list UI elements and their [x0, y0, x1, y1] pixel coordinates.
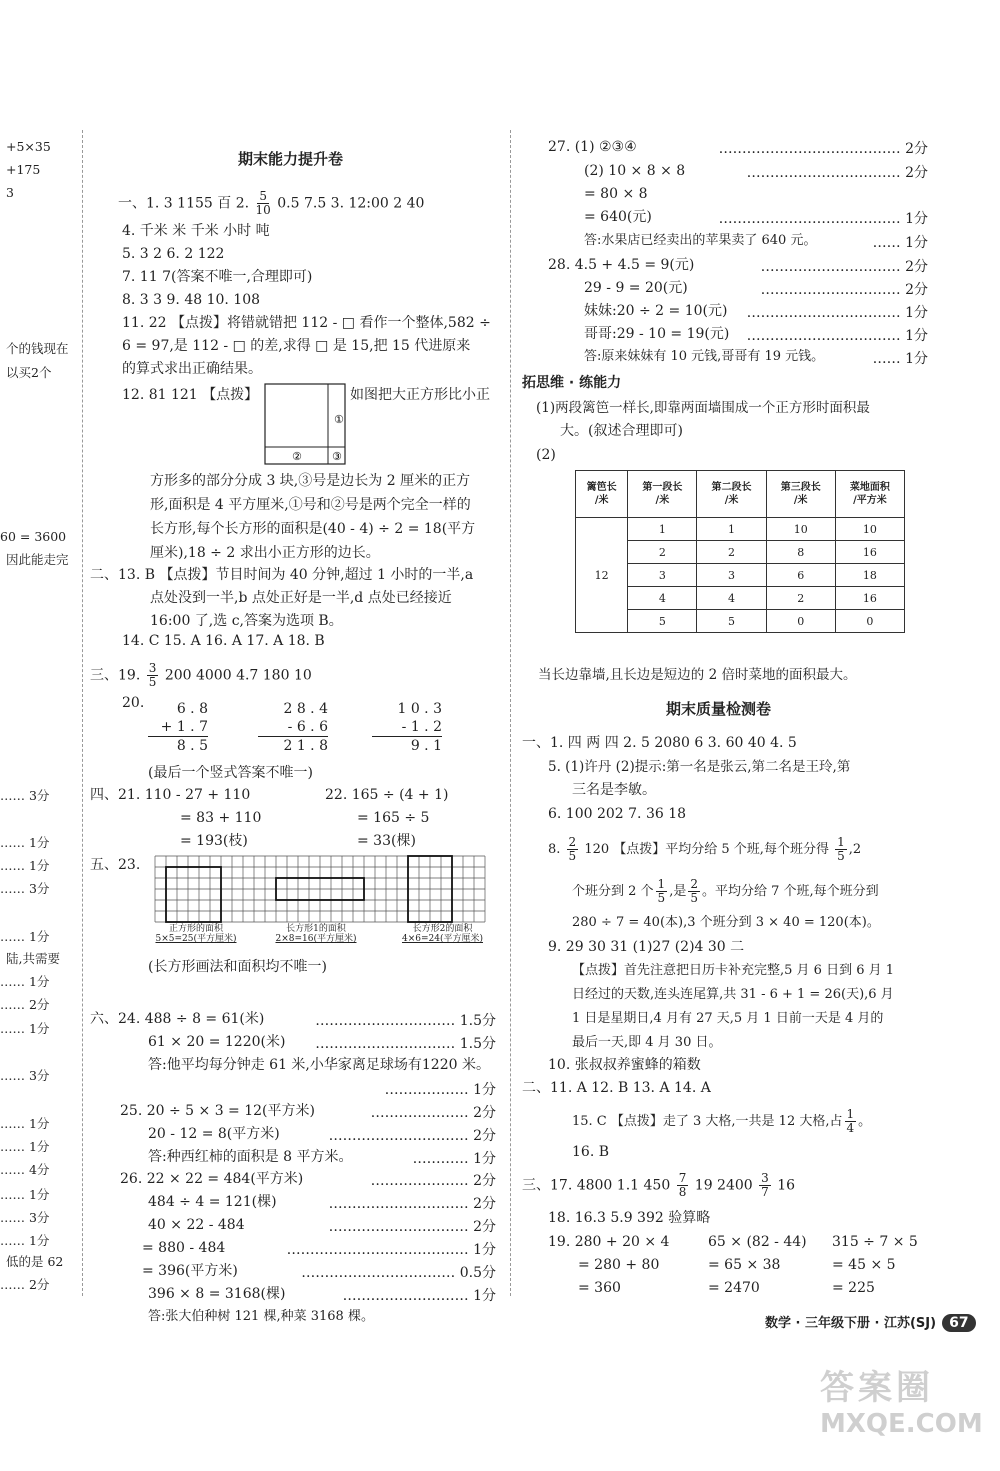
score: …………………………… 0.5分: [301, 1265, 496, 1281]
table-cell: 16: [835, 587, 904, 610]
p2-q15-line: 15. C 【点拨】走了 3 大格,一共是 12 大格,占 $\frac{1}{4}$ 。: [572, 1107, 872, 1135]
q23-note: (长方形画法和面积均不唯一): [148, 959, 327, 975]
p2-q9-hint-a: 【点拨】首先注意把日历卡补充完整,5 月 6 日到 6 月 1: [572, 963, 895, 978]
q23-label: 五、23.: [90, 857, 141, 873]
watermark-logo: 答案圈 MXQE.COM: [820, 1368, 983, 1439]
left-fragment-line: …… 1分: [0, 1187, 50, 1202]
p2-q8-line-a: 8. $\frac{2}{5}$ 120 【点拨】平均分给 5 个班,每个班分得 $\frac{1}{5}$ ,2: [548, 835, 862, 863]
q25-line-c: 答:种西红柿的面积是 8 平方米。: [148, 1149, 353, 1165]
score: …………………………… 1分: [746, 328, 928, 344]
left-fragment-line: +5×35: [6, 139, 51, 154]
q13-line-a: 二、13. B 【点拨】节目时间为 40 分钟,超过 1 小时的一半,a: [90, 567, 474, 583]
table-cell: 16: [835, 541, 904, 564]
fraction: $\frac{1}{4}$: [846, 1107, 855, 1135]
vertical-calc-3: 1 0 . 3 - 1 . 2 9 . 1: [372, 700, 442, 755]
page-number: 67: [942, 1314, 975, 1332]
left-fragment-line: 个的钱现在: [6, 341, 69, 356]
p2-q6-line: 6. 100 202 7. 36 18: [548, 806, 687, 822]
q5-line: 5. 3 2 6. 2 122: [122, 246, 225, 262]
q7-line: 7. 11 7(答案不唯一,合理即可): [122, 269, 313, 285]
q8-line: 8. 3 3 9. 48 10. 108: [122, 292, 261, 308]
p2-q19-col2-a: 65 × (82 - 44): [708, 1234, 807, 1250]
left-fragment-line: …… 1分: [0, 929, 50, 944]
table-cell: 1: [697, 518, 766, 541]
p2-q9-hint-b: 日经过的天数,连头连尾算,共 31 - 6 + 1 = 26(天),6 月: [572, 987, 894, 1002]
score: ………………………………… 1分: [718, 211, 928, 227]
fraction: $\frac{1}{5}$: [657, 877, 666, 905]
q22-line-c: = 33(棵): [357, 833, 416, 849]
q12-line-f: 厘米),18 ÷ 2 求出小正方形的边长。: [150, 545, 380, 561]
left-fragment-line: …… 1分: [0, 835, 50, 850]
q20-note: (最后一个竖式答案不唯一): [148, 765, 313, 781]
page-footer: [765, 1312, 976, 1332]
table-cell: 4: [697, 587, 766, 610]
table-cell: 5: [697, 610, 766, 633]
q27-line-c: = 80 × 8: [584, 186, 648, 202]
square-shape: [166, 867, 221, 922]
table-header-cell: 第一段长 /米: [628, 471, 697, 518]
score: …… 1分: [872, 351, 928, 367]
p2-q19-col1-b: = 280 + 80: [578, 1257, 660, 1273]
table-cell: 1: [628, 518, 697, 541]
left-fragment-line: …… 1分: [0, 1139, 50, 1154]
fraction: $\frac{1}{5}$: [837, 835, 845, 863]
fraction: $\frac{3}{7}$: [761, 1171, 769, 1199]
right-solutions: [548, 138, 928, 370]
score: ……………… 1分: [384, 1082, 496, 1098]
table-cell: 2: [628, 541, 697, 564]
left-fragment-line: 以买2个: [6, 365, 52, 380]
score: ………………………… 2分: [328, 1196, 496, 1212]
q28-line-c: 妹妹:20 ÷ 2 = 10(元): [584, 303, 728, 319]
table-cell: 2: [766, 587, 835, 610]
vertical-calc-2: 2 8 . 4 - 6 . 6 2 1 . 8: [258, 700, 328, 755]
score: ………………………………… 2分: [718, 141, 928, 157]
q26-line-b: 484 ÷ 4 = 121(棵): [148, 1194, 277, 1210]
q21-line-c: = 193(枝): [180, 833, 248, 849]
q26-line-a: 26. 22 × 22 = 484(平方米): [120, 1171, 304, 1187]
area-grid-figure: [154, 855, 494, 923]
table-cell: 5: [628, 610, 697, 633]
p2-q19-col2-b: = 65 × 38: [708, 1257, 781, 1273]
vertical-calc-1: 6 . 8 + 1 . 7 8 . 5: [148, 700, 208, 755]
q28-line-e: 答:原来妹妹有 10 元钱,哥哥有 19 元钱。: [584, 349, 825, 364]
fence-area-table: [575, 470, 905, 633]
q28-line-d: 哥哥:29 - 10 = 19(元): [584, 326, 730, 342]
extension-2-label: (2): [536, 447, 556, 463]
q24-line-b: 61 × 20 = 1220(米): [148, 1034, 286, 1050]
square-partition-figure: [264, 383, 346, 465]
p2-q17-line: 三、17. 4800 1.1 450 $\frac{7}{8}$ 19 2400 $\frac{3}{7}$ 16: [522, 1171, 796, 1199]
region-2-label: ②: [292, 450, 302, 463]
left-fragment-line: …… 3分: [0, 1210, 50, 1225]
p2-q10-line: 10. 张叔叔养蜜蜂的箱数: [548, 1057, 701, 1073]
q26-line-e: = 396(平方米): [142, 1263, 238, 1279]
p2-q9-hint-d: 最后一天,即 4 月 30 日。: [572, 1035, 722, 1050]
q12-line-e: 长方形,每个长方形的面积是(40 - 4) ÷ 2 = 18(平方: [150, 521, 476, 537]
q27-line-d: = 640(元): [584, 209, 652, 225]
q27-line-e: 答:水果店已经卖出的苹果卖了 640 元。: [584, 233, 817, 248]
fraction: $\frac{5}{10}$: [255, 189, 271, 217]
table-cell: 18: [835, 564, 904, 587]
table-cell: 6: [766, 564, 835, 587]
left-fragment-line: 因此能走完: [6, 552, 69, 567]
p2-q16-line: 16. B: [572, 1144, 610, 1160]
left-fragment-line: 3: [6, 185, 14, 200]
left-fragment-line: …… 1分: [0, 858, 50, 873]
caption-rect-1: 长方形1的面积 2×8=16(平方厘米): [275, 924, 357, 944]
table-body: [576, 518, 905, 633]
score: …………………………… 1分: [746, 305, 928, 321]
q1-line: 一、1. 3 1155 百 2. $\frac{5}{10}$ 0.5 7.5 3. 12:00 2 40: [118, 189, 425, 217]
table-cell: 12: [576, 518, 628, 633]
p2-q1-line: 一、1. 四 两 四 2. 5 2080 6 3. 60 40 4. 5: [522, 735, 797, 751]
q13-line-b: 点处没到一半,b 点处正好是一半,d 点处已经接近: [150, 590, 452, 606]
caption-square: 正方形的面积 5×5=25(平方厘米): [155, 924, 237, 944]
q14-line: 14. C 15. A 16. A 17. A 18. B: [122, 633, 325, 649]
caption-rect-2: 长方形2的面积 4×6=24(平方厘米): [401, 924, 483, 944]
left-fragment-line: +175: [6, 162, 41, 177]
score: ………………… 2分: [370, 1173, 496, 1189]
q20-label: 20.: [122, 695, 145, 711]
score: …… 1分: [872, 235, 928, 251]
left-fragment-line: …… 4分: [0, 1162, 50, 1177]
table-header-row: [576, 471, 905, 518]
section-title-ability: 期末能力提升卷: [238, 150, 344, 168]
score: ………… 1分: [412, 1151, 496, 1167]
q24-line-a: 六、24. 488 ÷ 8 = 61(米): [90, 1011, 265, 1027]
q21-line-b: = 83 + 110: [180, 810, 262, 826]
left-fragment-line: …… 1分: [0, 1021, 50, 1036]
p2-q19-col1-c: = 360: [578, 1280, 621, 1296]
q12-line-d: 形,面积是 4 平方厘米,①号和②号是两个完全一样的: [150, 497, 471, 513]
left-fragment-line: 60 = 3600: [0, 529, 67, 544]
q21-line-a: 四、21. 110 - 27 + 110: [90, 787, 251, 803]
left-fragment-line: …… 2分: [0, 1277, 50, 1292]
table-cell: 2: [697, 541, 766, 564]
region-1-label: ①: [334, 413, 344, 426]
score: ………………………… 1.5分: [315, 1036, 496, 1052]
score: ………………………… 2分: [328, 1128, 496, 1144]
table-cell: 3: [628, 564, 697, 587]
q26-line-g: 答:张大伯种树 121 棵,种菜 3168 棵。: [148, 1309, 374, 1324]
p2-q9-hint-c: 1 日是星期日,4 月有 27 天,5 月 1 日前一天是 4 月的: [572, 1011, 884, 1026]
left-fragment-line: …… 1分: [0, 1233, 50, 1248]
q26-line-f: 396 × 8 = 3168(棵): [148, 1286, 286, 1302]
score: ………………………………… 1分: [286, 1242, 496, 1258]
score: ………………………… 1.5分: [315, 1013, 496, 1029]
q25-line-a: 25. 20 ÷ 5 × 3 = 12(平方米): [120, 1103, 315, 1119]
middle-column-rule: [510, 130, 511, 1296]
score: ………………………… 2分: [760, 282, 928, 298]
left-fragment-line: …… 3分: [0, 881, 50, 896]
p2-q19-col2-c: = 2470: [708, 1280, 760, 1296]
table-cell: 3: [697, 564, 766, 587]
p2-q18-line: 18. 16.3 5.9 392 验算略: [548, 1210, 711, 1226]
q11-line-c: 的算式求出正确结果。: [122, 361, 262, 377]
p2-q5-line-b: 三名是李敏。: [572, 782, 656, 798]
left-fragment-line: …… 3分: [0, 788, 50, 803]
q26-line-d: = 880 - 484: [142, 1240, 226, 1256]
p2-q9-line: 9. 29 30 31 (1)27 (2)4 30 二: [548, 939, 745, 955]
extension-1-line-b: 大。(叙述合理即可): [560, 423, 683, 439]
footer-label: 数学 · 三年级下册 · 江苏(SJ): [765, 1316, 937, 1331]
left-fragment-line: …… 1分: [0, 974, 50, 989]
table-header-cell: 第二段长 /米: [697, 471, 766, 518]
table-cell: 10: [835, 518, 904, 541]
extension-title: 拓思维 · 练能力: [522, 375, 622, 391]
fraction: $\frac{2}{5}$: [690, 877, 698, 905]
q11-line-b: 6 = 97,是 112 - □ 的差,求得 □ 是 15,把 15 代进原来: [122, 338, 471, 354]
section-title-quality: 期末质量检测卷: [666, 700, 772, 718]
table-cell: 0: [766, 610, 835, 633]
left-column-rule: [82, 130, 83, 1296]
table-cell: 8: [766, 541, 835, 564]
score: ……………………… 1分: [342, 1288, 496, 1304]
q22-line-b: = 165 ÷ 5: [357, 810, 430, 826]
q12-line-b: 如图把大正方形比小正: [350, 387, 490, 403]
p2-q19-col3-c: = 225: [832, 1280, 875, 1296]
left-fragment-line: 陆,共需要: [6, 951, 60, 966]
q27-line-a: 27. (1) ②③④: [548, 139, 637, 155]
fraction: $\frac{3}{5}$: [148, 661, 157, 689]
extension-conclusion: 当长边靠墙,且长边是短边的 2 倍时菜地的面积最大。: [538, 667, 857, 683]
p2-q8-line-b: 个班分到 2 个 $\frac{1}{5}$ ,是 $\frac{2}{5}$ 。平均分给 7 个班,每个班分到: [572, 877, 879, 905]
q24-line-c: 答:他平均每分钟走 61 米,小华家离足球场有1220 米。: [148, 1057, 490, 1073]
table-header-cell: 篱笆长 /米: [576, 471, 628, 518]
score: …………………………… 2分: [746, 165, 928, 181]
table-cell: 4: [628, 587, 697, 610]
score: ………………………… 2分: [760, 259, 928, 275]
q28-line-a: 28. 4.5 + 4.5 = 9(元): [548, 257, 695, 273]
table-cell: 0: [835, 610, 904, 633]
q22-line-a: 22. 165 ÷ (4 + 1): [325, 787, 449, 803]
q28-line-b: 29 - 9 = 20(元): [584, 280, 688, 296]
p2-q11-line: 二、11. A 12. B 13. A 14. A: [522, 1080, 711, 1096]
score: ………………… 2分: [370, 1105, 496, 1121]
q11-line-a: 11. 22 【点拨】将错就错把 112 - □ 看作一个整体,582 ÷: [122, 315, 491, 331]
fraction: $\frac{2}{5}$: [568, 835, 577, 863]
q19-line: 三、19. $\frac{3}{5}$ 200 4000 4.7 180 10: [90, 661, 312, 689]
q13-line-c: 16:00 了,选 c,答案为选项 B。: [150, 613, 343, 629]
score: ………………………… 2分: [328, 1219, 496, 1235]
left-fragment-line: 低的是 62: [6, 1254, 64, 1269]
table-cell: 10: [766, 518, 835, 541]
p2-q5-line-a: 5. (1)许丹 (2)提示:第一名是张云,第二名是王玲,第: [548, 759, 851, 775]
left-fragment-line: …… 2分: [0, 997, 50, 1012]
table-header-cell: 菜地面积 /平方米: [835, 471, 904, 518]
solutions-block: [90, 1010, 496, 1290]
left-fragment-line: …… 3分: [0, 1068, 50, 1083]
table-header-cell: 第三段长 /米: [766, 471, 835, 518]
q25-line-b: 20 - 12 = 8(平方米): [148, 1126, 280, 1142]
table-row: [576, 518, 905, 541]
q12-line-a: 12. 81 121 【点拨】: [122, 387, 259, 403]
q26-line-c: 40 × 22 - 484: [148, 1217, 245, 1233]
p2-q19-col3-b: = 45 × 5: [832, 1257, 896, 1273]
p2-q19-col1-a: 19. 280 + 20 × 4: [548, 1234, 670, 1250]
region-3-label: ③: [332, 450, 342, 463]
extension-1-line-a: (1)两段篱笆一样长,即靠两面墙围成一个正方形时面积最: [536, 400, 870, 416]
left-fragment-line: …… 1分: [0, 1116, 50, 1131]
p2-q8-line-c: 280 ÷ 7 = 40(本),3 个班分到 3 × 40 = 120(本)。: [572, 915, 880, 930]
q4-line: 4. 千米 米 千米 小时 吨: [122, 223, 270, 239]
q12-line-c: 方形多的部分分成 3 块,③号是边长为 2 厘米的正方: [150, 473, 471, 489]
p2-q19-col3-a: 315 ÷ 7 × 5: [832, 1234, 918, 1250]
q27-line-b: (2) 10 × 8 × 8: [584, 163, 686, 179]
fraction: $\frac{7}{8}$: [678, 1171, 687, 1199]
